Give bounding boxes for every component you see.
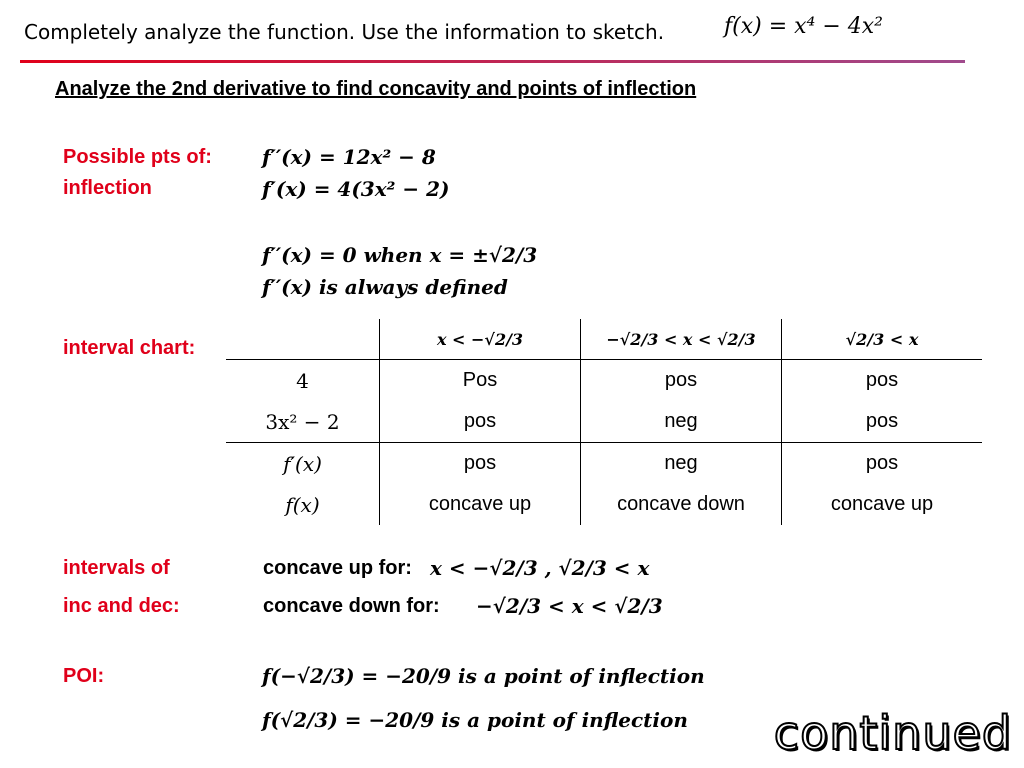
table-cell: f′(x) — [226, 443, 380, 485]
intervals-label-1: intervals of — [63, 557, 170, 579]
zero-condition-eq: f′′(x) = 0 when x = ±√2/3 — [262, 243, 538, 267]
poi-label: POI: — [63, 665, 105, 687]
table-cell: concave up — [830, 493, 934, 515]
table-row — [226, 484, 982, 525]
instruction-text: Completely analyze the function. Use the information to sketch. — [24, 20, 665, 44]
table-cell: pos — [782, 401, 983, 443]
concave-down-math: −√2/3 < x < √2/3 — [476, 594, 663, 618]
table-cell: neg — [581, 443, 782, 485]
table-cell: concave down — [581, 484, 782, 525]
table-row — [226, 360, 982, 402]
table-cell: 3x² − 2 — [226, 401, 380, 443]
factored-derivative-eq: f′(x) = 4(3x² − 2) — [262, 177, 450, 201]
continued-label: continued — [773, 706, 1012, 760]
table-row — [226, 443, 982, 485]
table-cell: 4 — [226, 360, 380, 402]
concave-down-label: concave down for: — [263, 595, 440, 617]
intervals-label-2: inc and dec: — [63, 595, 180, 617]
title-divider — [20, 60, 965, 63]
table-header-row — [226, 319, 982, 360]
table-cell: pos — [581, 360, 782, 402]
table-cell: Pos — [380, 360, 581, 402]
table-cell: concave up — [380, 484, 581, 525]
possible-pts-label-2: inflection — [63, 177, 152, 199]
function-definition: f(x) = x⁴ − 4x² — [724, 14, 884, 39]
table-header-cell: √2/3 < x — [782, 319, 983, 360]
table-cell: pos — [380, 401, 581, 443]
table-header-cell — [226, 319, 380, 360]
table-cell: f(x) — [226, 484, 380, 525]
interval-chart-label: interval chart: — [63, 337, 196, 359]
table-cell: neg — [581, 401, 782, 443]
concave-up-math: x < −√2/3 , √2/3 < x — [430, 556, 650, 580]
second-derivative-eq: f′′(x) = 12x² − 8 — [262, 145, 436, 169]
table-cell: pos — [865, 369, 899, 391]
interval-chart-table — [226, 319, 982, 525]
poi-line-1: f(−√2/3) = −20/9 is a point of inflection — [262, 664, 705, 688]
table-header-cell: x < −√2/3 — [380, 319, 581, 360]
possible-pts-label-1: Possible pts of: — [63, 146, 212, 168]
table-cell: pos — [865, 452, 899, 474]
concave-up-label: concave up for: — [263, 557, 412, 579]
table-row — [226, 401, 982, 443]
poi-line-2: f(√2/3) = −20/9 is a point of inflection — [262, 708, 688, 732]
table-header-cell: −√2/3 < x < √2/3 — [581, 319, 782, 360]
section-subtitle: Analyze the 2nd derivative to find concavity and points of inflection — [55, 78, 697, 100]
defined-condition-eq: f′′(x) is always defined — [262, 275, 508, 299]
table-cell: pos — [380, 443, 581, 485]
